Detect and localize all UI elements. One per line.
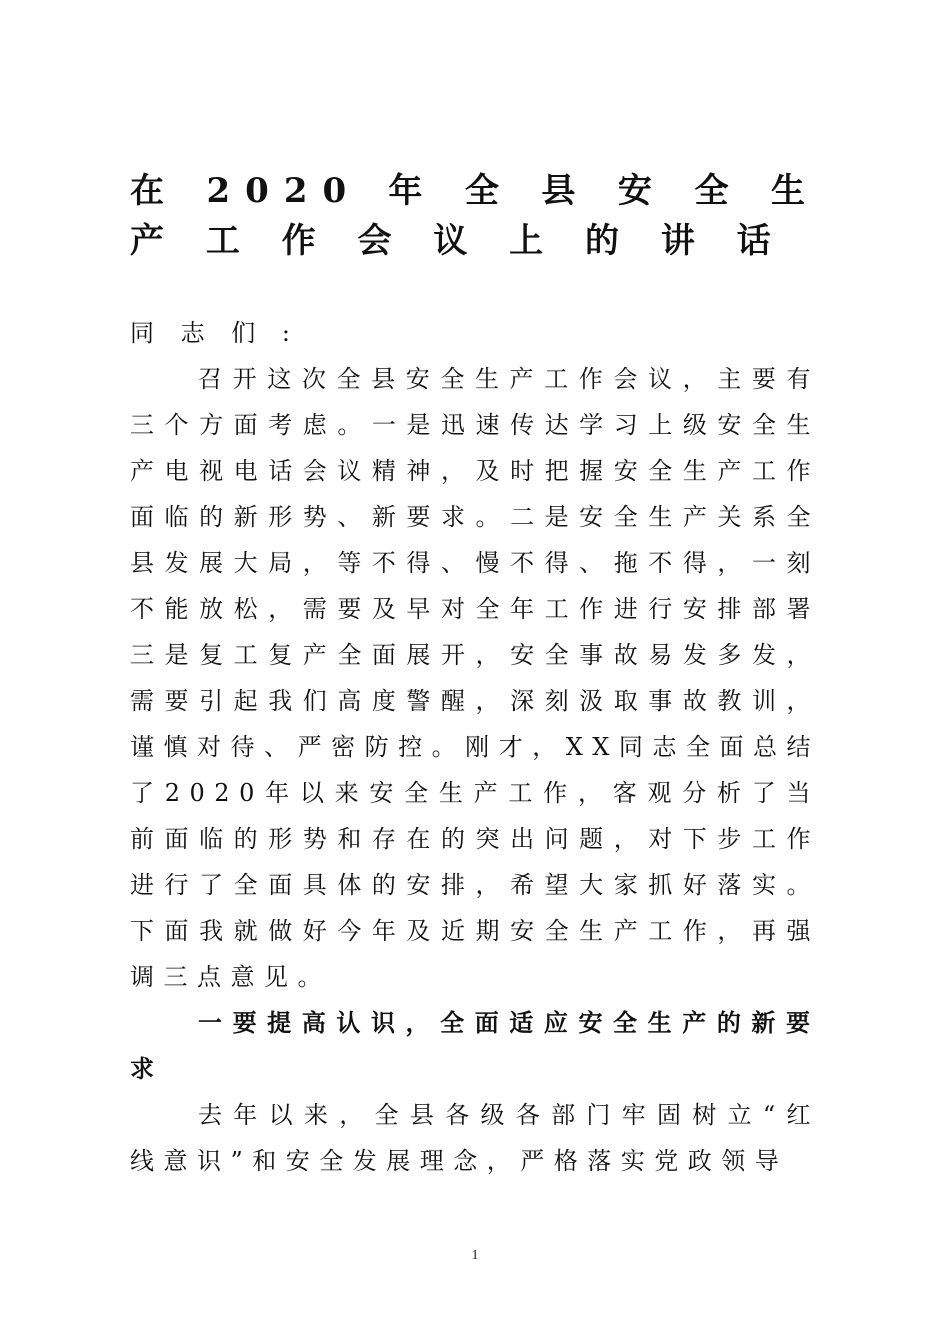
body-paragraph-2: 去年以来，全县各级各部门牢固树立“红线意识”和安全发展理念，严格落实党政领导 xyxy=(130,1101,820,1175)
body-paragraph-1: 召开这次全县安全生产工作会议，主要有三个方面考虑。一是迅速传达学习上级安全生产电视电话会议精神，及时把握安全生产工作面临的新形势、新要求。二是安全生产关系全县发展大局，等不得、慢不得、拖不得，一刻不能放松，需要及早对全年工作进行安排部署三是复工复产全面展开，安全事故易发多发，需要引起我们高度警醒，深刻汲取事故教训，谨慎对待、严密防控。刚才，XX同志全面总结了2020年以来安全生产工作，客观分析了当前面临的形势和存在的突出问题，对下步工作进行了全面具体的安排，希望大家抓好落实。下面我就做好今年及近期安全生产工作，再强调三点意见。 xyxy=(130,365,820,991)
section-heading-1: 一要提高认识，全面适应安全生产的新要求 xyxy=(130,1009,820,1083)
document-body xyxy=(130,310,820,1184)
page-number: 1 xyxy=(471,1248,479,1263)
document-title: 在 2020 年 全 县 安 全 生 产 工 作 会 议 上 的 讲 话 xyxy=(130,171,820,261)
salutation: 同 志 们 : xyxy=(130,319,300,347)
